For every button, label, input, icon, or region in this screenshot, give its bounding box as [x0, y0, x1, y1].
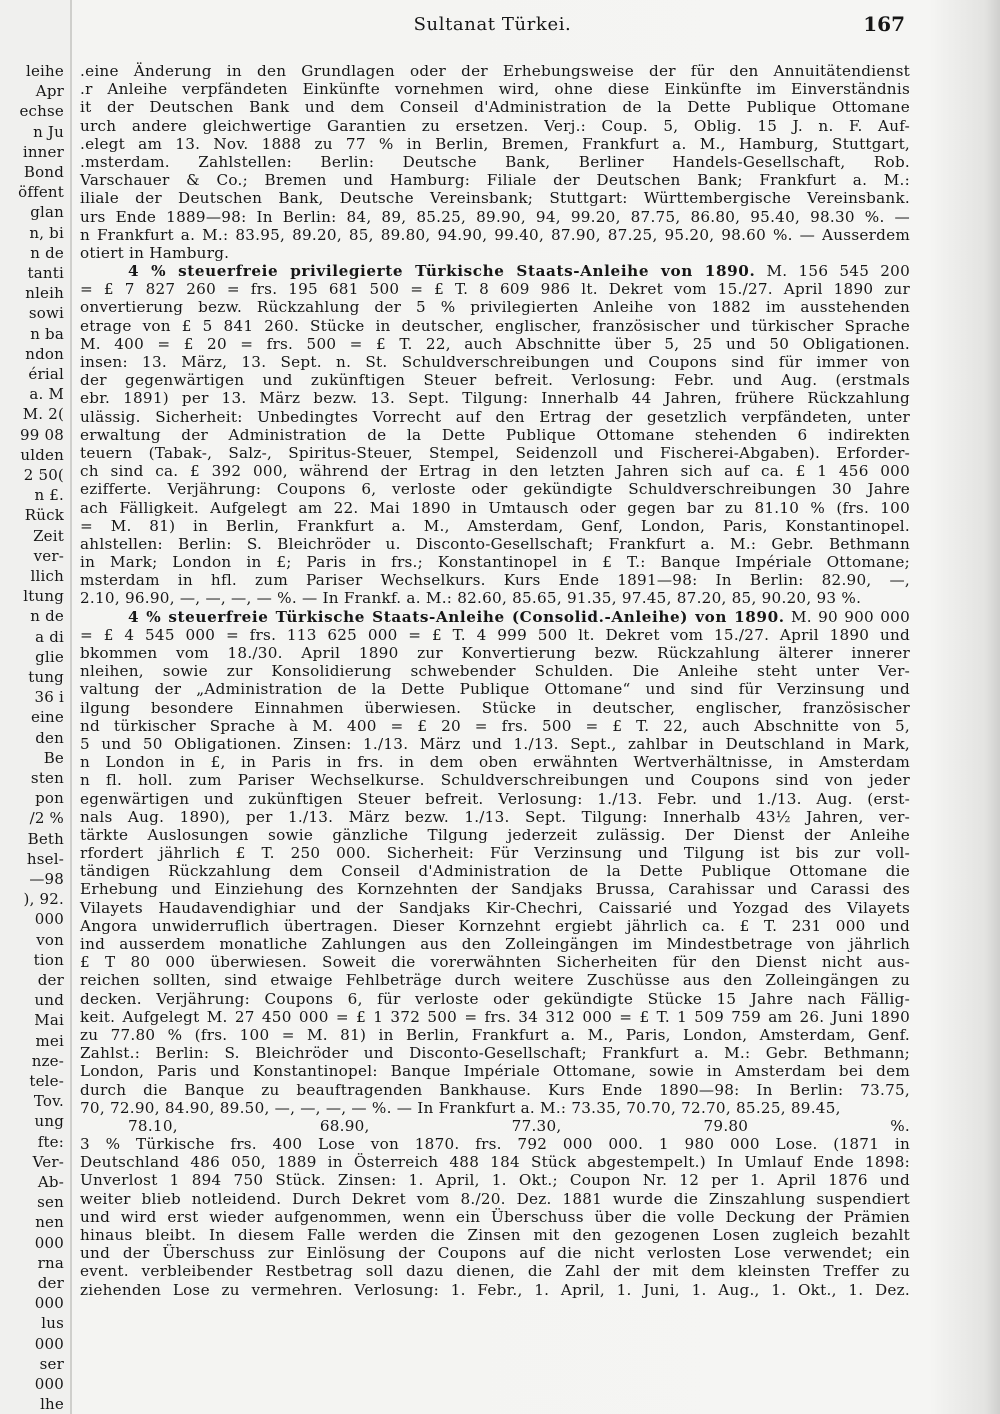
text-line: iliale der Deutschen Bank, Deutsche Vereinsbank; Stuttgart: Württembergische Vereinsbank.: [80, 189, 910, 208]
text-line: ziehenden Lose zu vermehren. Verlosung: 1. Febr., 1. April, 1. Juni, 1. Aug., 1. Okt., 1. Dez.: [80, 1280, 910, 1299]
gutter-fragment: 000: [34, 1334, 64, 1353]
text-line: egenwärtigen und zukünftigen Steuer befreit. Verlosung: 1./13. Febr. und 1./13. Aug. (erst-: [80, 789, 910, 808]
gutter-fragment: rna: [37, 1253, 64, 1272]
gutter-fragment: Be: [43, 748, 64, 767]
gutter-fragment: Tov.: [33, 1092, 64, 1111]
gutter-fragment: ser: [39, 1354, 64, 1373]
text-line: ezifferte. Verjährung: Coupons 6, verloste oder gekündigte Schuldverschreibungen 30 Jahre: [80, 480, 910, 499]
text-line: weiter blieb notleidend. Durch Dekret vom 8./20. Dez. 1881 wurde die Zinszahlung suspendiert: [80, 1189, 910, 1208]
text-line: n fl. holl. zum Pariser Wechselkurse. Schuldverschreibungen und Coupons sind von jeder: [80, 771, 910, 790]
text-line: msterdam in hfl. zum Pariser Wechselkurs. Kurs Ende 1891—98: In Berlin: 82.90, —,: [80, 571, 910, 590]
text-line: Varschauer & Co.; Bremen und Hamburg: Filiale der Deutschen Bank; Frankfurt a. M.:: [80, 171, 910, 190]
gutter-fragment: ulden: [20, 445, 64, 464]
gutter-fragment: nze-: [31, 1051, 64, 1070]
gutter-fragment: echse: [19, 102, 64, 121]
text-line: etrage von £ 5 841 260. Stücke in deutscher, englischer, französischer und türkischer Sprache: [80, 316, 910, 335]
text-line: zu 77.80 % (frs. 100 = M. 81) in Berlin, Frankfurt a. M., Paris, London, Amsterdam, Genf.: [80, 1025, 910, 1044]
text-line: tändigen Rückzahlung dem Conseil d'Administration de la Dette Publique Ottomane die: [80, 862, 910, 881]
gutter-fragment: /2 %: [29, 809, 64, 828]
text-line: Deutschland 486 050, 1889 in Österreich 488 184 Stück abgestempelt.) In Umlauf Ende 1898:: [80, 1153, 910, 1172]
gutter-fragment: érial: [28, 365, 64, 383]
gutter-fragment: ndon: [25, 344, 64, 363]
gutter-fragment: a. M: [29, 385, 64, 404]
text-line: rfordert jährlich £ T. 250 000. Sicherheit: Für Verzinsung und Tilgung ist bis zur voll-: [80, 844, 910, 863]
section-heading-line: 78.10, 68.90, 77.30, 79.80 %.: [128, 1116, 910, 1135]
gutter-fragment: ung: [34, 1112, 64, 1131]
gutter-fragment: leihe: [25, 62, 64, 80]
text-line: insen: 13. März, 13. Sept. n. St. Schuldverschreibungen und Coupons sind für immer von: [80, 353, 910, 371]
gutter-fragment: a di: [35, 627, 64, 646]
text-line: durch die Banque zu beauftragenden Bankhause. Kurs Ende 1890—98: In Berlin: 73.75,: [80, 1080, 910, 1099]
text-line: 2.10, 96.90, —, —, —, — %. — In Frankf. a. M.: 82.60, 85.65, 91.35, 97.45, 87.20, 85, 90.20, 93 %.: [80, 589, 862, 608]
gutter-fragment: den: [35, 728, 64, 747]
gutter-fragment: —98: [29, 870, 64, 888]
gutter-fragment: 000: [34, 1233, 64, 1252]
gutter-fragment: 2 50(: [23, 466, 64, 484]
gutter-fragment: 000: [34, 1375, 64, 1393]
text-line: teuern (Tabak-, Salz-, Spiritus-Steuer, Stempel, Seidenzoll und Fischerei-Abgaben). Erforder-: [80, 443, 910, 462]
gutter-fragment: n de: [30, 243, 64, 262]
gutter-fragment: ver-: [33, 546, 64, 565]
text-line: ahlstellen: Berlin: S. Bleichröder u. Disconto-Gesellschaft; Frankfurt a. M.: Gebr. Bethmann: [80, 534, 910, 553]
text-line: nd türkischer Sprache à M. 400 = £ 20 = frs. 500 = £ T. 22, auch Abschnitte von 5,: [80, 716, 910, 735]
gutter-fragment: 000: [34, 1294, 64, 1313]
gutter-fragment: glie: [35, 647, 64, 666]
text-line: onvertierung bezw. Rückzahlung der 5 % privilegierten Anleihe von 1882 im ausstehenden: [80, 298, 910, 317]
gutter-fragment: hsel-: [26, 849, 64, 868]
text-line: = £ 4 545 000 = frs. 113 625 000 = £ T. 4 999 500 lt. Dekret vom 15./27. April 1890 und: [80, 625, 910, 644]
text-line: = M. 81) in Berlin, Frankfurt a. M., Amsterdam, Genf, London, Paris, Konstantinopel.: [80, 516, 910, 535]
text-line: M. 400 = £ 20 = frs. 500 = £ T. 22, auch Abschnitte über 5, 25 und 50 Obligationen.: [80, 334, 910, 353]
section-heading-line: 4 % steuerfreie privilegierte Türkische Staats-Anleihe von 1890. M. 156 545 200: [128, 262, 910, 281]
gutter-fragment: Zeit: [33, 526, 64, 545]
gutter-fragment: ltung: [23, 587, 64, 606]
gutter-fragment: ), 92.: [23, 890, 64, 909]
gutter-fragment: llich: [30, 567, 64, 585]
text-line: ind ausserdem monatliche Zahlungen aus den Zolleingängen im Mindestbetrage von jährlich: [80, 935, 910, 953]
text-line: event. verbleibender Restbetrag soll dazu dienen, die Zahl der mit dem kleinsten Treffer zu: [80, 1262, 910, 1281]
gutter-fragment: n, bi: [29, 223, 64, 242]
gutter-fragment: nen: [35, 1213, 64, 1232]
gutter-fragment: lus: [41, 1314, 64, 1333]
text-line: ach Fälligkeit. Aufgelegt am 22. Mai 1890 in Umtausch oder gegen bar zu 81.10 % (frs. 100: [80, 498, 910, 517]
adjacent-page-margin: [0, 0, 72, 1414]
text-line: 70, 72.90, 84.90, 89.50, —, —, —, — %. — In Frankfurt a. M.: 73.35, 70.70, 72.70, 85.25, 89.45,: [80, 1098, 841, 1117]
gutter-fragment: n de: [30, 607, 64, 626]
text-line: London, Paris und Konstantinopel: Banque Impériale Ottomane, sowie in Amsterdam bei dem: [80, 1062, 910, 1081]
text-line: nals Aug. 1890), per 1./13. März bezw. 1./13. Sept. Tilgung: Innerhalb 43½ Jahren, ver-: [80, 807, 910, 826]
text-line: = £ 7 827 260 = frs. 195 681 500 = £ T. 8 609 986 lt. Dekret vom 15./27. April 1890 zur: [80, 280, 910, 299]
text-line: und wird erst wieder aufgenommen, wenn ein Überschuss über die volle Deckung der Prämien: [80, 1207, 910, 1226]
text-line: hinaus bleibt. In diesem Falle werden die Zinsen mit den gezogenen Losen zugleich bezahlt: [80, 1226, 910, 1244]
section-heading-title: 4 % steuerfreie privilegierte Türkische Staats-Anleihe von 1890.: [128, 262, 756, 281]
gutter-fragment: 000: [34, 910, 64, 929]
text-line: keit. Aufgelegt M. 27 450 000 = £ 1 372 500 = frs. 34 312 000 = £ T. 1 509 759 am 26. Juni 1890: [80, 1007, 910, 1026]
gutter-fragment: fte:: [37, 1132, 64, 1151]
text-line: it der Deutschen Bank und dem Conseil d'Administration de la Dette Publique Ottomane: [80, 98, 910, 117]
gutter-fragment: Beth: [27, 829, 64, 848]
gutter-fragment: n ba: [30, 324, 64, 343]
text-line: n Frankfurt a. M.: 83.95, 89.20, 85, 89.80, 94.90, 99.40, 87.90, 87.25, 95.20, 98.60 %. — Ausserdem: [80, 225, 910, 244]
gutter-fragment: n £.: [34, 486, 64, 505]
text-line: und der Überschuss zur Einlösung der Coupons auf die nicht verlosten Lose verwendet; ein: [80, 1244, 910, 1263]
gutter-fragment: lhe: [40, 1395, 64, 1414]
gutter-fragment: inner: [22, 142, 64, 161]
gutter-fragment: Ab-: [37, 1173, 64, 1191]
text-line: Erhebung und Einziehung des Kornzehnten der Sandjaks Brussa, Carahissar und Carassi des: [80, 880, 910, 899]
text-line: ch sind ca. £ 392 000, während der Ertrag in den letzten Jahren sich auf ca. £ 1 456 000: [80, 462, 910, 481]
text-line: Zahlst.: Berlin: S. Bleichröder und Disconto-Gesellschaft; Frankfurt a. M.: Gebr. Bethmann;: [80, 1044, 910, 1063]
text-line: Unverlost 1 894 750 Stück. Zinsen: 1. April, 1. Okt.; Coupon Nr. 12 per 1. April 1876 und: [80, 1171, 910, 1190]
text-line: .r Anleihe verpfändeten Einkünfte vornehmen wird, ohne diese Einkünfte im Einverständnis: [80, 80, 910, 99]
gutter-fragment: tung: [28, 668, 64, 686]
text-line: .msterdam. Zahlstellen: Berlin: Deutsche Bank, Berliner Handels-Gesellschaft, Rob.: [80, 152, 910, 171]
text-line: urch andere gleichwertige Garantien zu ersetzen. Verj.: Coup. 5, Oblig. 15 J. n. F. Auf-: [80, 116, 910, 135]
gutter-fragment: sten: [30, 769, 64, 787]
running-title: Sultanat Türkei.: [413, 14, 572, 35]
section-heading-title: 4 % steuerfreie Türkische Staats-Anleihe (Consolid.-Anleihe) von 1890.: [128, 607, 785, 626]
gutter-fragment: tion: [33, 950, 64, 969]
section-heading-line: 4 % steuerfreie Türkische Staats-Anleihe (Consolid.-Anleihe) von 1890. M. 90 900 000: [128, 607, 910, 626]
text-line: n London in £, in Paris in frs. in dem oben erwähnten Wertverhältnisse, in Amsterdam: [80, 753, 910, 772]
gutter-fragment: eine: [30, 708, 64, 727]
gutter-fragment: Bond: [23, 163, 64, 181]
gutter-fragment: sen: [37, 1193, 64, 1212]
text-line: 3 % Türkische frs. 400 Lose von 1870. frs. 792 000 000. 1 980 000 Lose. (1871 in: [80, 1135, 910, 1154]
text-line: in Mark; London in £; Paris in frs.; Konstantinopel in £ T.: Banque Impériale Ottomane;: [80, 553, 910, 572]
text-line: der gegenwärtigen und zukünftigen Steuer befreit. Verlosung: Febr. und Aug. (erstmals: [80, 371, 910, 390]
gutter-fragment: Rück: [24, 506, 64, 525]
text-line: nleihen, sowie zur Konsolidierung schwebender Schulden. Die Anleihe steht unter Ver-: [80, 662, 910, 681]
text-line: urs Ende 1889—98: In Berlin: 84, 89, 85.25, 89.90, 94, 99.20, 87.75, 86.80, 95.40, 98.30 %. —: [80, 207, 910, 226]
text-line: ulässig. Sicherheit: Unbedingtes Vorrecht auf den Ertrag der gesetzlich verpfändeten, unter: [80, 407, 910, 426]
text-line: tärkte Auslosungen sowie gänzliche Tilgung jederzeit zulässig. Der Dienst der Anleihe: [80, 825, 910, 844]
gutter-fragment: sowi: [28, 304, 64, 323]
text-line: 5 und 50 Obligationen. Zinsen: 1./13. März und 1./13. Sept., zahlbar in Deutschland in Mark,: [80, 734, 910, 753]
text-line: ebr. 1891) per 13. März bezw. 13. Sept. Tilgung: Innerhalb 44 Jahren, frühere Rückzahlung: [80, 389, 910, 408]
gutter-fragment: Apr: [35, 82, 64, 101]
text-line: ilgung besondere Einnahmen überwiesen. Stücke in deutscher, englischer, französischer: [80, 698, 910, 717]
gutter-fragment: öffent: [18, 183, 64, 202]
gutter-fragment: n Ju: [33, 122, 64, 141]
gutter-fragment: 36 i: [34, 688, 64, 707]
text-line: bkommen vom 18./30. April 1890 zur Konvertierung bezw. Rückzahlung älterer innerer: [80, 644, 910, 662]
gutter-fragment: 99 08: [20, 425, 64, 444]
text-line: Vilayets Haudavendighiar und der Sandjaks Kir-Chechri, Caissarié und Yozgad des Vilayets: [80, 898, 910, 917]
text-line: .elegt am 13. Nov. 1888 zu 77 % in Berlin, Bremen, Frankfurt a. M., Hamburg, Stuttgart,: [80, 134, 910, 153]
page-header: [80, 14, 905, 40]
gutter-fragment: von: [36, 930, 64, 949]
gutter-fragment: glan: [30, 203, 64, 222]
body-text: [80, 62, 910, 1299]
gutter-fragment: und: [34, 991, 64, 1010]
gutter-fragment: der: [37, 971, 64, 989]
text-line: otiert in Hamburg.: [80, 243, 230, 262]
text-line: Angora unwiderruflich übertragen. Dieser Kornzehnt ergiebt jährlich ca. £ T. 231 000 und: [80, 916, 910, 935]
text-line: erwaltung der Administration de la Dette Publique Ottomane stehenden 6 indirekten: [80, 425, 910, 444]
text-line: decken. Verjährung: Coupons 6, für verloste oder gekündigte Stücke 15 Jahre nach Fällig-: [80, 989, 910, 1008]
gutter-fragment: M. 2(: [22, 405, 64, 424]
gutter-fragment: pon: [35, 789, 64, 808]
gutter-fragment: Ver-: [32, 1152, 64, 1171]
gutter-fragment: mei: [35, 1031, 64, 1050]
gutter-fragment: tele-: [29, 1072, 64, 1090]
text-line: valtung der „Administration de la Dette Publique Ottomane“ und sind für Verzinsung und: [80, 680, 910, 699]
gutter-fragment: nleih: [25, 284, 64, 303]
page-number: 167: [863, 12, 905, 36]
gutter-fragment: Mai: [34, 1011, 64, 1030]
text-line: .eine Änderung in den Grundlagen oder der Erhebungsweise der für den Annuitätendienst: [80, 62, 910, 80]
gutter-fragment: der: [37, 1274, 64, 1292]
gutter-fragment: tanti: [27, 264, 64, 282]
text-line: £ T 80 000 überwiesen. Soweit die vorerwähnten Sicherheiten für den Dienst nicht aus-: [80, 953, 910, 972]
text-line: reichen sollten, sind etwaige Fehlbeträge durch weitere Zuschüsse aus den Zolleingängen zu: [80, 971, 910, 990]
